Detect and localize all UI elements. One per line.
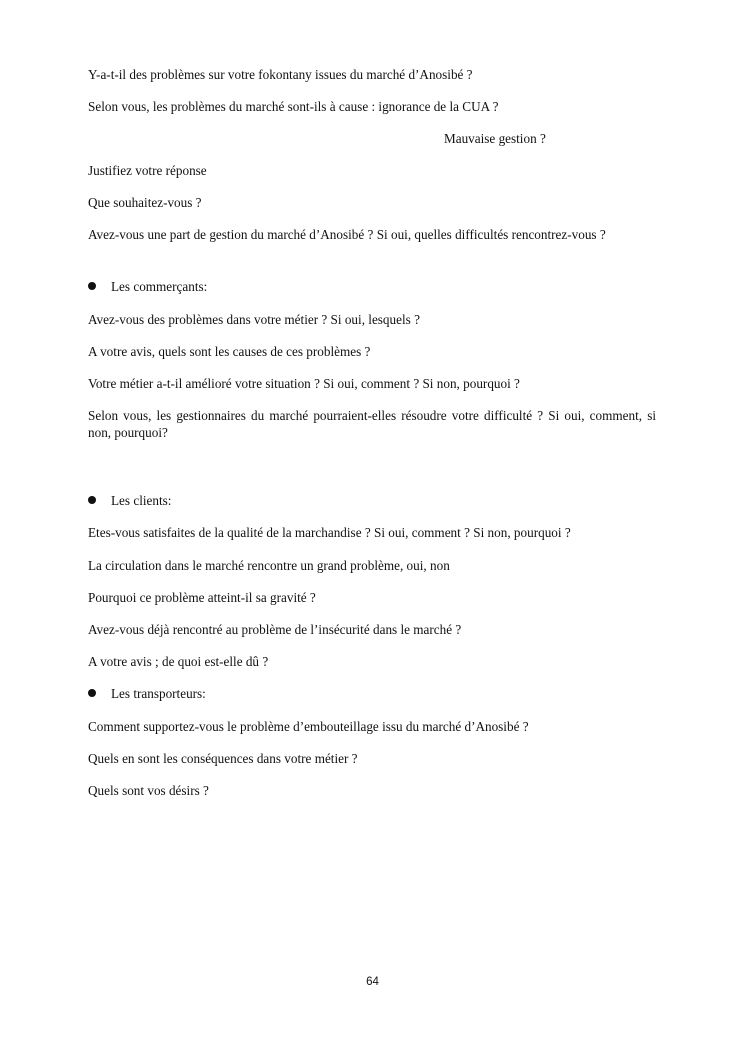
- question-fokontany-problems: Y-a-t-il des problèmes sur votre fokontany issues du marché d’Anosibé ?: [88, 67, 473, 82]
- page-number: 64: [366, 976, 379, 988]
- question-wishes: Que souhaitez-vous ?: [88, 195, 202, 210]
- question-management-share: Avez-vous une part de gestion du marché d’Anosibé ? Si oui, quelles difficultés rencontrez-vous ?: [88, 227, 606, 242]
- section-transporters-heading: [88, 685, 206, 702]
- question-problem-causes: Selon vous, les problèmes du marché sont-ils à cause : ignorance de la CUA ?: [88, 99, 499, 114]
- question-justify: Justifiez votre réponse: [88, 163, 207, 178]
- question-job-improvement: Votre métier a-t-il amélioré votre situation ? Si oui, comment ? Si non, pourquoi ?: [88, 376, 520, 391]
- section-transporters-label: Les transporteurs:: [111, 686, 206, 701]
- section-clients-label: Les clients:: [111, 493, 172, 508]
- section-merchants-heading: [88, 278, 207, 295]
- bullet-icon: [88, 689, 96, 697]
- question-insecurity: Avez-vous déjà rencontré au problème de l’insécurité dans le marché ?: [88, 622, 462, 637]
- question-gravity: Pourquoi ce problème atteint-il sa gravité ?: [88, 590, 316, 605]
- section-clients-heading: [88, 492, 171, 509]
- question-job-problems: Avez-vous des problèmes dans votre métier ? Si oui, lesquels ?: [88, 312, 420, 327]
- bullet-icon: [88, 282, 96, 290]
- question-insecurity-cause: A votre avis ; de quoi est-elle dû ?: [88, 654, 269, 669]
- question-consequences: Quels en sont les conséquences dans votre métier ?: [88, 751, 358, 766]
- question-managers-resolve: Selon vous, les gestionnaires du marché pourraient-elles résoudre votre difficulté ? Si oui, comment, si non, pourquoi?: [88, 408, 656, 440]
- bullet-icon: [88, 496, 96, 504]
- question-goods-quality: Etes-vous satisfaites de la qualité de la marchandise ? Si oui, comment ? Si non, pourquoi ?: [88, 525, 571, 540]
- question-desires: Quels sont vos désirs ?: [88, 783, 209, 798]
- option-bad-management: Mauvaise gestion ?: [444, 131, 546, 146]
- question-traffic-jam: Comment supportez-vous le problème d’embouteillage issu du marché d’Anosibé ?: [88, 719, 529, 734]
- section-merchants-label: Les commerçants:: [111, 279, 208, 294]
- question-problem-origins: A votre avis, quels sont les causes de ces problèmes ?: [88, 344, 371, 359]
- question-circulation: La circulation dans le marché rencontre un grand problème, oui, non: [88, 558, 450, 573]
